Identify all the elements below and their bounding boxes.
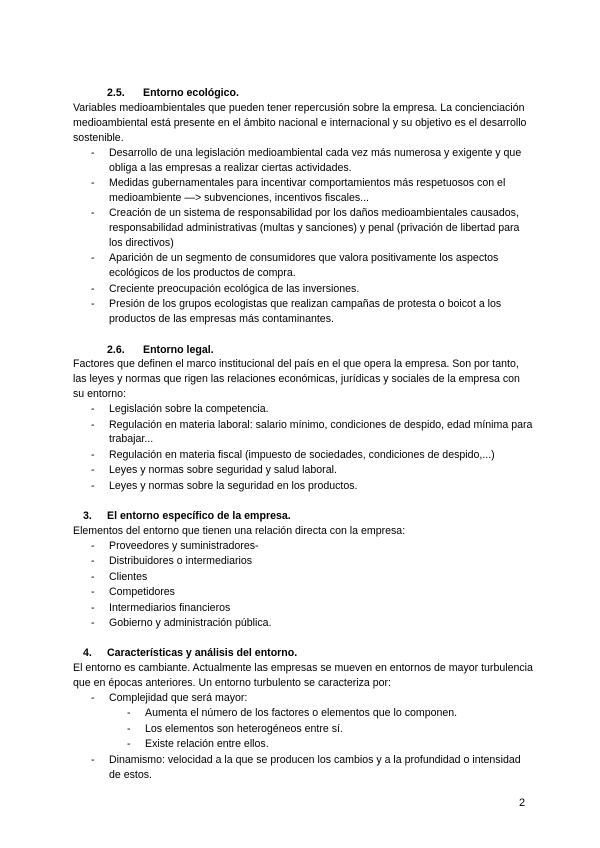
section-intro: El entorno es cambiante. Actualmente las empresas se mueven en entornos de mayor turbulencia que en épocas anteriores. Un entorno turbulento se caracteriza por: [73,662,533,690]
list-item: - Desarrollo de una legislación medioambiental cada vez más numerosa y exigente y que obliga a las empresas a realizar ciertas actividades. [73,146,533,176]
bullet-list [73,146,533,327]
section-number: 2.6. [107,343,125,356]
nested-list-item: - Existe relación entre ellos. [73,737,533,752]
section-number: 4. [83,647,92,660]
section-number: 2.5. [107,87,125,99]
list-item: - Regulación en materia laboral: salario mínimo, condiciones de despido, edad mínima para trabajar... [73,418,533,448]
list-item: - Clientes [73,570,533,585]
list-item: - Creación de un sistema de responsabilidad por los daños medioambientales causados, responsabilidad administrativas (multas y sanciones) y penal (privación de libertad para los directivos) [73,206,533,251]
section-intro: Factores que definen el marco institucional del país en el que opera la empresa. Son por tanto, las leyes y normas que rigen las relaciones económicas, jurídicas y sociales de la empresa con su entorno: [73,358,520,401]
list-item: - Distribuidores o intermediarios [73,554,533,569]
list-item: - Regulación en materia fiscal (impuesto de sociedades, condiciones de despido,...) [73,448,533,463]
list-item: - Leyes y normas sobre seguridad y salud laboral. [73,463,533,478]
document-page [73,86,533,783]
section-intro: Variables medioambientales que pueden tener repercusión sobre la empresa. La concienciación medioambiental está presente en el ámbito nacional e internacional y su objetivo es el desarrollo sostenible. [73,101,527,144]
list-item: - Proveedores y suministradores- [73,539,533,554]
section-title: Entorno legal. [143,343,214,356]
nested-list-item: - Aumenta el número de los factores o elementos que lo componen. [73,706,533,721]
list-item: - Legislación sobre la competencia. [73,402,533,417]
section-title: Entorno ecológico. [143,87,239,99]
section-title: El entorno específico de la empresa. [107,510,291,523]
list-item: - Dinamismo: velocidad a la que se producen los cambios y a la profundidad o intensidad de estos. [73,753,533,783]
section-heading-2-5 [73,86,533,101]
section-heading-2-6 [73,343,533,358]
list-item: - Presión de los grupos ecologistas que realizan campañas de protesta o boicot a los productos de las empresas más contaminantes. [73,297,533,327]
section-number: 3. [83,510,92,523]
bullet-list [73,539,533,631]
nested-bullet-list [73,706,533,752]
bullet-list [73,753,533,783]
nested-list-item: - Los elementos son heterogéneos entre sí. [73,722,533,737]
bullet-list [73,691,533,706]
bullet-list [73,402,533,493]
list-item: - Leyes y normas sobre la seguridad en los productos. [73,479,533,494]
section-heading-4 [73,646,533,661]
list-item: - Complejidad que será mayor: [73,691,533,706]
list-item: - Competidores [73,585,533,600]
section-heading-3 [73,509,533,524]
list-item: - Aparición de un segmento de consumidores que valora positivamente los aspectos ecológicos de los productos de compra. [73,251,533,281]
list-item: - Creciente preocupación ecológica de las inversiones. [73,282,533,297]
list-item: - Intermediarios financieros [73,601,533,616]
page-number: 2 [519,797,526,809]
list-item: - Gobierno y administración pública. [73,616,533,631]
section-intro: Elementos del entorno que tienen una relación directa con la empresa: [73,524,406,537]
list-item: - Medidas gubernamentales para incentivar comportamientos más respetuosos con el medioambiente —> subvenciones, incentivos fiscales... [73,176,533,206]
section-title: Características y análisis del entorno. [107,647,298,660]
